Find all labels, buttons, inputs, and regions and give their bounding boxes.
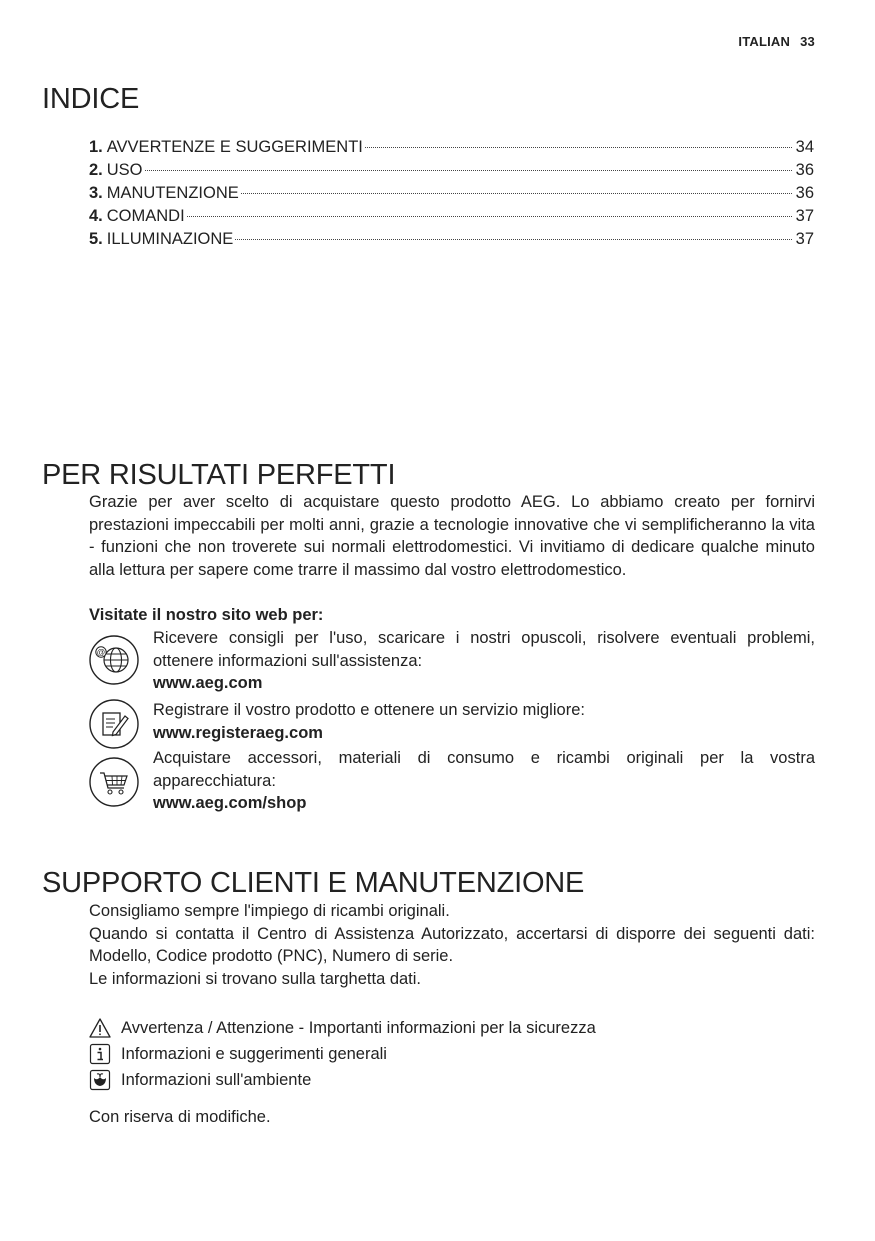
legend-row <box>89 1015 815 1041</box>
website-description: Acquistare accessori, materiali di consumo e ricambi originali per la vostra apparecchiatura: <box>153 749 815 790</box>
toc-leader <box>235 239 792 240</box>
register-document-icon <box>89 699 139 749</box>
legend-row <box>89 1067 815 1093</box>
legend-text: Informazioni e suggerimenti generali <box>121 1044 387 1063</box>
page-number: 33 <box>800 34 815 49</box>
toc-entry[interactable] <box>89 205 814 228</box>
support-line: Le informazioni si trovano sulla targhetta dati. <box>89 969 422 988</box>
legend-text: Avvertenza / Attenzione - Importanti informazioni per la sicurezza <box>121 1018 596 1037</box>
svg-text:@: @ <box>96 647 106 657</box>
website-link[interactable]: www.aeg.com/shop <box>153 794 307 812</box>
intro-paragraph: Grazie per aver scelto di acquistare questo prodotto AEG. Lo abbiamo creato per fornirvi prestazioni impeccabili per molti anni, grazie a tecnologie innovative che vi semplificheranno la vita - funzioni che non troverete sui normali elettrodomestici. Vi invitiamo di dedicare qualche minuto alla lettura per sapere come trarre il massimo dal vostro elettrodomestico. <box>89 493 815 579</box>
reserve-note: Con riserva di modifiche. <box>89 1108 271 1126</box>
toc-number: 1. <box>89 138 103 156</box>
toc-entry[interactable] <box>89 136 814 159</box>
toc-label: AVVERTENZE E SUGGERIMENTI <box>106 138 363 156</box>
indice-title: INDICE <box>42 83 140 115</box>
language-label: ITALIAN <box>738 34 791 49</box>
toc-number: 3. <box>89 184 103 202</box>
legend-row <box>89 1041 815 1067</box>
visit-website-heading: Visitate il nostro sito web per: <box>89 606 324 624</box>
page-header <box>738 34 815 49</box>
risultati-title: PER RISULTATI PERFETTI <box>42 459 396 491</box>
toc-number: 4. <box>89 207 103 225</box>
website-link[interactable]: www.registeraeg.com <box>153 723 323 742</box>
info-icon <box>89 1043 111 1065</box>
toc-page: 36 <box>795 184 814 202</box>
legend-text: Informazioni sull'ambiente <box>121 1070 312 1089</box>
table-of-contents <box>89 136 814 251</box>
shopping-cart-icon <box>89 757 139 807</box>
toc-label: USO <box>106 161 143 179</box>
toc-entry[interactable] <box>89 159 814 182</box>
toc-entry[interactable] <box>89 182 814 205</box>
toc-page: 36 <box>795 161 814 179</box>
toc-entry[interactable] <box>89 228 814 251</box>
toc-label: MANUTENZIONE <box>106 184 239 202</box>
website-item-shop <box>89 747 815 815</box>
toc-leader <box>241 193 792 194</box>
toc-leader <box>365 147 792 148</box>
website-description: Ricevere consigli per l'uso, scaricare i nostri opuscoli, risolvere eventuali problemi, ottenere informazioni sull'assistenza: <box>153 629 815 670</box>
toc-number: 5. <box>89 230 103 248</box>
support-line: Consigliamo sempre l'impiego di ricambi originali. <box>89 902 450 920</box>
toc-page: 37 <box>795 230 814 248</box>
toc-page: 37 <box>795 207 814 225</box>
website-link[interactable]: www.aeg.com <box>153 674 263 692</box>
toc-label: ILLUMINAZIONE <box>106 230 234 248</box>
toc-leader <box>145 170 792 171</box>
website-description: Registrare il vostro prodotto e ottenere un servizio migliore: <box>153 701 585 719</box>
environment-icon <box>89 1069 111 1091</box>
website-item-register <box>89 699 815 744</box>
symbols-legend <box>89 1015 815 1093</box>
toc-number: 2. <box>89 161 103 179</box>
support-text <box>89 900 815 990</box>
supporto-title: SUPPORTO CLIENTI E MANUTENZIONE <box>42 867 585 899</box>
support-line: Quando si contatta il Centro di Assistenza Autorizzato, accertarsi di disporre dei seguenti dati: Modello, Codice prodotto (PNC), Numero di serie. <box>89 924 815 965</box>
toc-label: COMANDI <box>106 207 185 225</box>
warning-icon <box>89 1017 111 1039</box>
toc-page: 34 <box>795 138 814 156</box>
website-item-support <box>89 627 815 695</box>
web-globe-icon <box>89 635 139 685</box>
toc-leader <box>187 216 792 217</box>
